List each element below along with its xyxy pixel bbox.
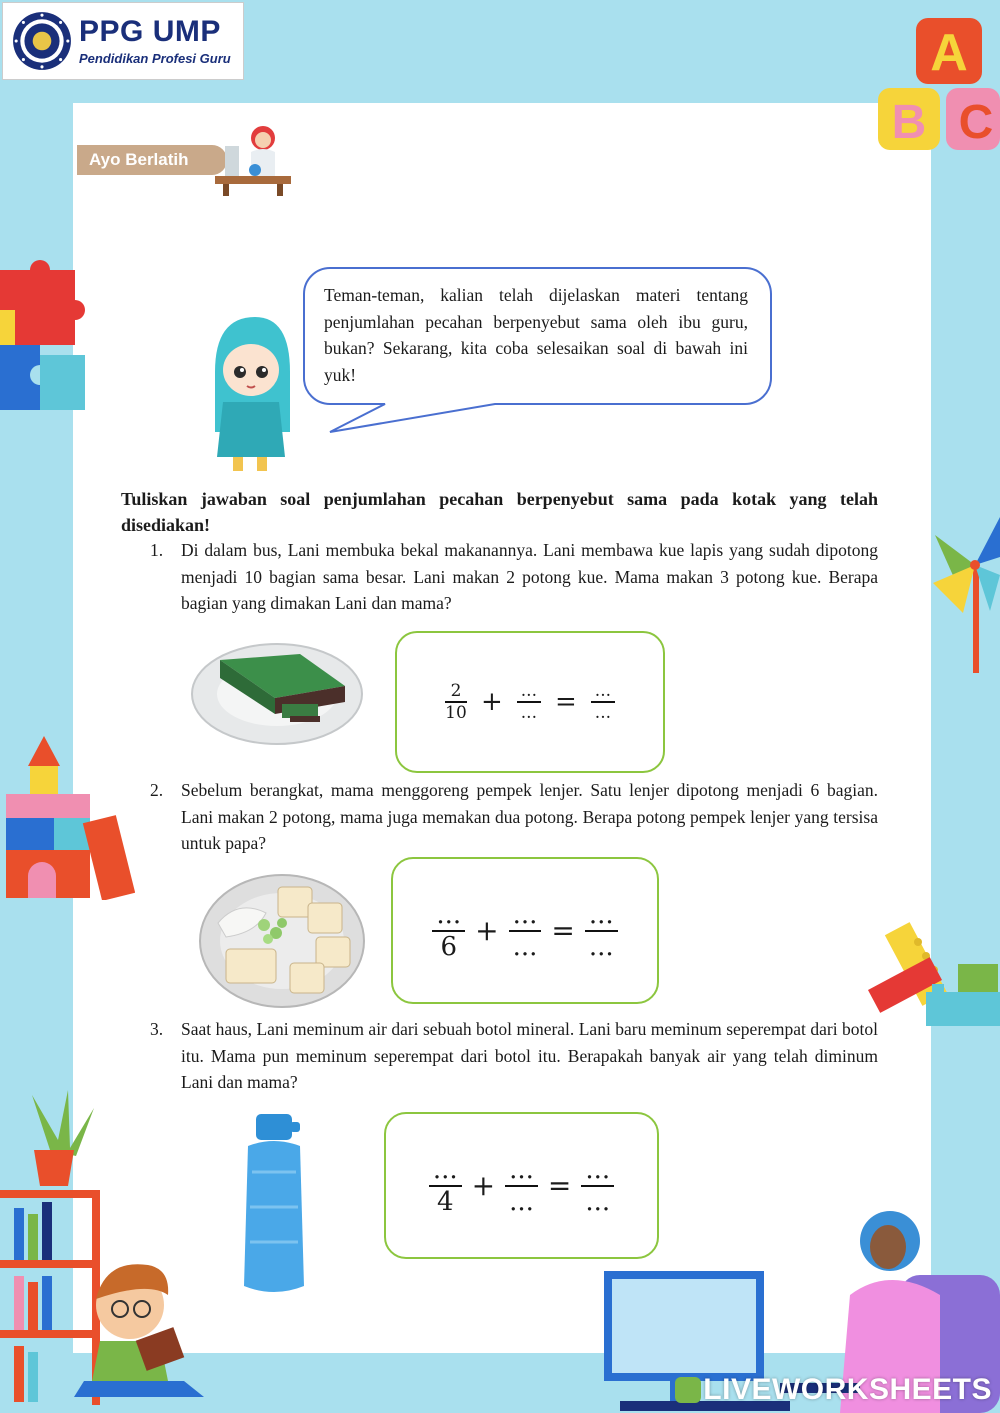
abc-blocks-illustration — [872, 14, 1000, 154]
boy-reading-illustration — [70, 1255, 220, 1405]
liveworksheets-watermark — [675, 1373, 992, 1407]
toy-castle-illustration — [0, 730, 135, 900]
question-number: 3. — [150, 1019, 164, 1039]
liveworksheets-logo-icon — [675, 1377, 701, 1403]
logo-subtitle: Pendidikan Profesi Guru — [79, 50, 231, 66]
plus-sign: + — [480, 687, 503, 717]
question-number: 1. — [150, 540, 164, 560]
letter-c: C — [958, 96, 994, 149]
fraction-result[interactable]: $\frac{...}{...}$ — [591, 681, 615, 723]
watermark-text: LIVEWORKSHEETS — [703, 1373, 992, 1406]
pempek-illustration — [198, 873, 366, 1009]
question-text: Di dalam bus, Lani membuka bekal makanannya. Lani membawa kue lapis yang sudah dipotong menjadi 10 bagian sama besar. Lani makan 2 potong kue. Mama makan 3 potong kue. Berapa bagian yang dimakan Lani dan mama? — [181, 540, 878, 613]
plus-sign: + — [471, 1169, 496, 1202]
fraction-addend-2[interactable]: $\frac{...}{...}$ — [509, 900, 542, 962]
hijab-girl-illustration — [205, 312, 295, 477]
fraction-addend-1: $\frac{2}{10}$ — [445, 681, 467, 723]
question-2 — [150, 777, 878, 857]
pinwheel-illustration — [925, 505, 1000, 675]
fraction-addend-1[interactable]: $\frac{...}{6}$ — [432, 900, 465, 962]
lego-bricks-illustration — [862, 920, 1000, 1030]
question-text: Saat haus, Lani meminum air dari sebuah botol mineral. Lani baru meminum seperempat dari botol itu. Mama pun meminum seperempat dari botol itu. Berapakah banyak air yang telah diminum Lani dan mama? — [181, 1019, 878, 1092]
question-text: Sebelum berangkat, mama menggoreng pempek lenjer. Satu lenjer dipotong menjadi 6 bagian. Lani makan 2 potong, mama juga memakan dua potong. Berapa potong pempek lenjer yang tersisa untuk papa? — [181, 780, 878, 853]
logo-title: PPG UMP — [79, 14, 221, 48]
answer-box-1[interactable] — [395, 631, 665, 773]
fraction-result[interactable]: $\frac{...}{...}$ — [585, 900, 618, 962]
answer-box-2[interactable] — [391, 857, 659, 1004]
water-bottle-illustration — [238, 1112, 310, 1297]
letter-a: A — [930, 24, 968, 82]
fraction-addend-1[interactable]: $\frac{...}{4}$ — [429, 1155, 462, 1217]
fraction-addend-2[interactable]: $\frac{...}{...}$ — [505, 1155, 538, 1217]
plus-sign: + — [475, 914, 499, 947]
university-seal-icon — [11, 10, 73, 72]
puzzle-pieces-illustration — [0, 250, 100, 420]
equals-sign: = — [551, 914, 575, 947]
girl-studying-illustration — [205, 118, 295, 198]
equals-sign: = — [555, 687, 577, 717]
question-number: 2. — [150, 780, 164, 800]
question-1 — [150, 537, 878, 617]
letter-b: B — [891, 96, 927, 149]
fraction-result[interactable]: $\frac{...}{...}$ — [581, 1155, 614, 1217]
section-tag: Ayo Berlatih — [77, 145, 227, 175]
fraction-addend-2[interactable]: $\frac{...}{...}$ — [517, 681, 541, 723]
layer-cake-illustration — [190, 632, 365, 747]
question-3 — [150, 1016, 878, 1096]
instruction-text: Tuliskan jawaban soal penjumlahan pecahan berpenyebut sama pada kotak yang telah disediakan! — [121, 489, 878, 535]
speech-bubble-text: Teman-teman, kalian telah dijelaskan materi tentang penjumlahan pecahan berpenyebut sama oleh ibu guru, bukan? Sekarang, kita coba selesaikan soal di bawah ini yuk! — [324, 285, 748, 385]
equals-sign: = — [547, 1169, 572, 1202]
ppg-ump-logo — [2, 2, 244, 80]
